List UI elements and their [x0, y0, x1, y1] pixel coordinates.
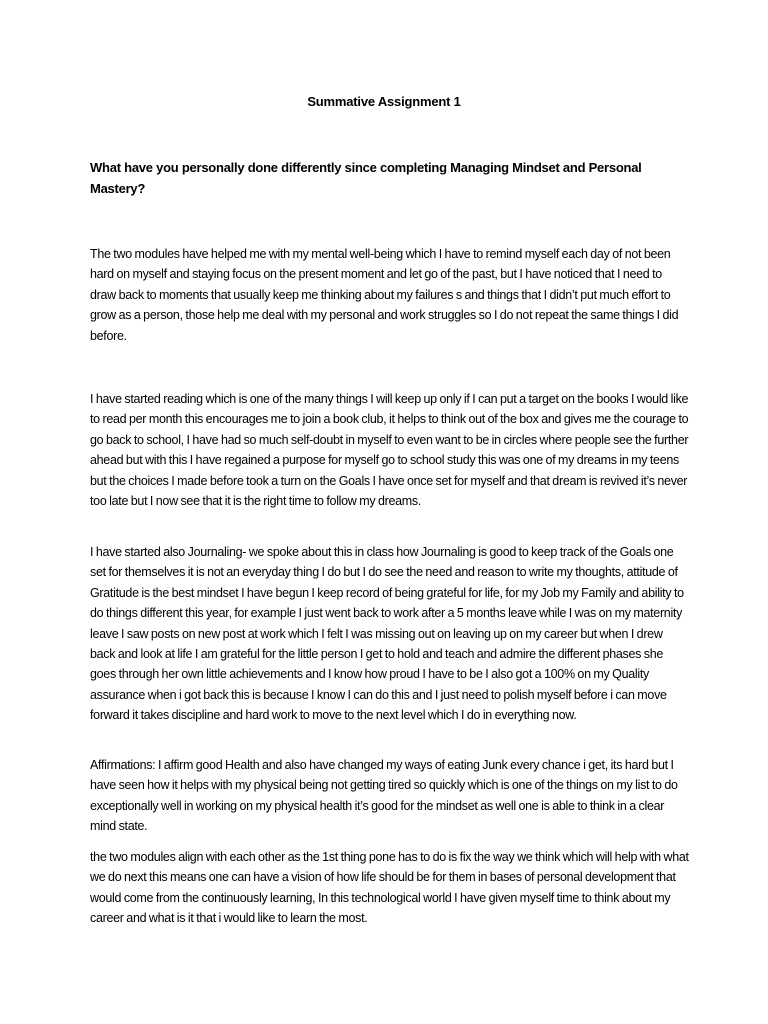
- paragraph-modules-alignment: the two modules align with each other as the 1st thing pone has to do is fix the way we think which will help with what we do next this means one can have a vision of how life should be for them in bases of personal development that would come from the continuously learning, In this technological world I have given myself time to think about my career and what is it that i would like to learn the most.: [90, 850, 689, 926]
- paragraph-affirmations: Affirmations: I affirm good Health and also have changed my ways of eating Junk every chance i get, its hard but I have seen how it helps with my physical being not getting tired so quickly which is one of the things on my list to do exceptionally well in working on my physical health it’s good for the mindset as well one is able to think in a clear mind state.: [90, 758, 678, 834]
- document-title: Summative Assignment 1: [307, 94, 461, 109]
- assignment-question: What have you personally done differently since completing Managing Mindset and Personal Mastery?: [90, 160, 642, 196]
- paragraph-mental-wellbeing: The two modules have helped me with my mental well-being which I have to remind myself each day of not been hard on myself and staying focus on the present moment and let go of the past, but I have noticed that I need to draw back to moments that usually keep me thinking about my failures s and things that I didn’t put much effort to grow as a person, those help me deal with my personal and work struggles so I do not repeat the same things I did before.: [90, 247, 679, 343]
- paragraph-journaling: I have started also Journaling- we spoke about this in class how Journaling is good to keep track of the Goals one set for themselves it is not an everyday thing I do but I do see the need and reason to write my thoughts, attitude of Gratitude is the best mindset I have begun I keep record of being grateful for life, for my Job my Family and ability to do things different this year, for example I just went back to work after a 5 months leave while I was on my maternity leave I saw posts on new post at work which I felt I was missing out on leaving up on my career but when I drew back and look at life I am grateful for the little person I get to hold and teach and admire the different phases she goes through her own little achievements and I know how proud I have to be I also got a 100% on my Quality assurance when i got back this is because I know I can do this and I just need to polish myself before i can move forward it takes discipline and hard work to move to the next level which I do in everything now.: [90, 545, 684, 723]
- paragraph-reading: I have started reading which is one of the many things I will keep up only if I can put a target on the books I would like to read per month this encourages me to join a book club, it helps to think out of the box and gives me the courage to go back to school, I have had so much self-doubt in myself to even want to be in circles where people see the further ahead but with this I have regained a purpose for myself go to school study this was one of my dreams in my teens but the choices I made before took a turn on the Goals I have once set for myself and that dream is revived it’s never too late but I now see that it is the right time to follow my dreams.: [90, 392, 689, 509]
